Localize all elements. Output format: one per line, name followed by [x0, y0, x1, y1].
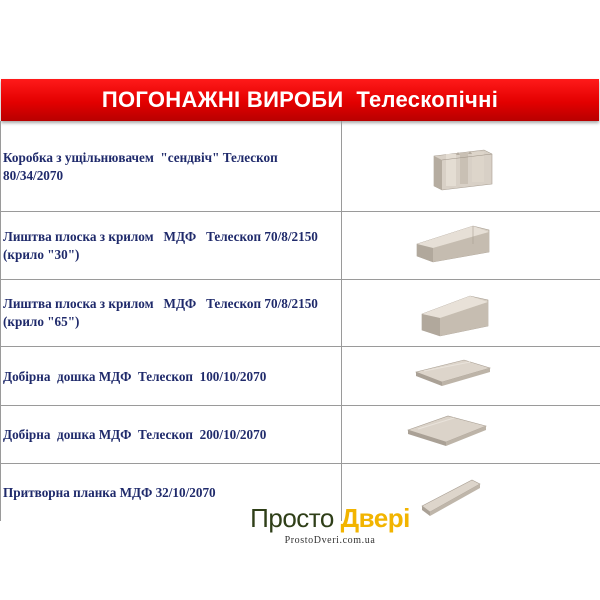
product-label: Притворна планка МДФ 32/10/2070 — [3, 485, 216, 500]
brand-name-part1: Просто — [250, 503, 334, 533]
table-left-border — [0, 121, 1, 521]
stop-strip-icon — [418, 476, 484, 520]
brand-site: ProstoDveri.com.ua — [284, 535, 376, 546]
table-row — [0, 406, 600, 464]
table-row — [0, 280, 600, 347]
brand-name-part2: Двері — [340, 503, 410, 533]
brand-watermark — [250, 503, 410, 553]
extension-board-200-icon — [406, 412, 488, 448]
door-frame-icon — [428, 146, 498, 192]
product-label: Лиштва плоска з крилом МДФ Телескоп 70/8/2150 (крило "30") — [3, 229, 325, 262]
table-row — [0, 121, 600, 212]
table-column-divider — [341, 121, 342, 521]
product-label: Добірна дошка МДФ Телескоп 200/10/2070 — [3, 427, 267, 442]
architrave-65-icon — [418, 290, 492, 338]
table-row — [0, 212, 600, 280]
page-title: ПОГОНАЖНІ ВИРОБИ Телескопічні — [101, 87, 499, 112]
architrave-30-icon — [413, 222, 493, 264]
product-label: Добірна дошка МДФ Телескоп 100/10/2070 — [3, 369, 267, 384]
page-title-banner — [1, 79, 599, 121]
brand-logo — [250, 503, 410, 533]
products-table — [0, 121, 600, 521]
product-label: Лиштва плоска з крилом МДФ Телескоп 70/8/2150 (крило "65") — [3, 296, 325, 329]
extension-board-100-icon — [414, 356, 492, 392]
table-row — [0, 347, 600, 406]
product-label: Коробка з ущільнювачем "сендвіч" Телескоп 80/34/2070 — [3, 150, 282, 183]
